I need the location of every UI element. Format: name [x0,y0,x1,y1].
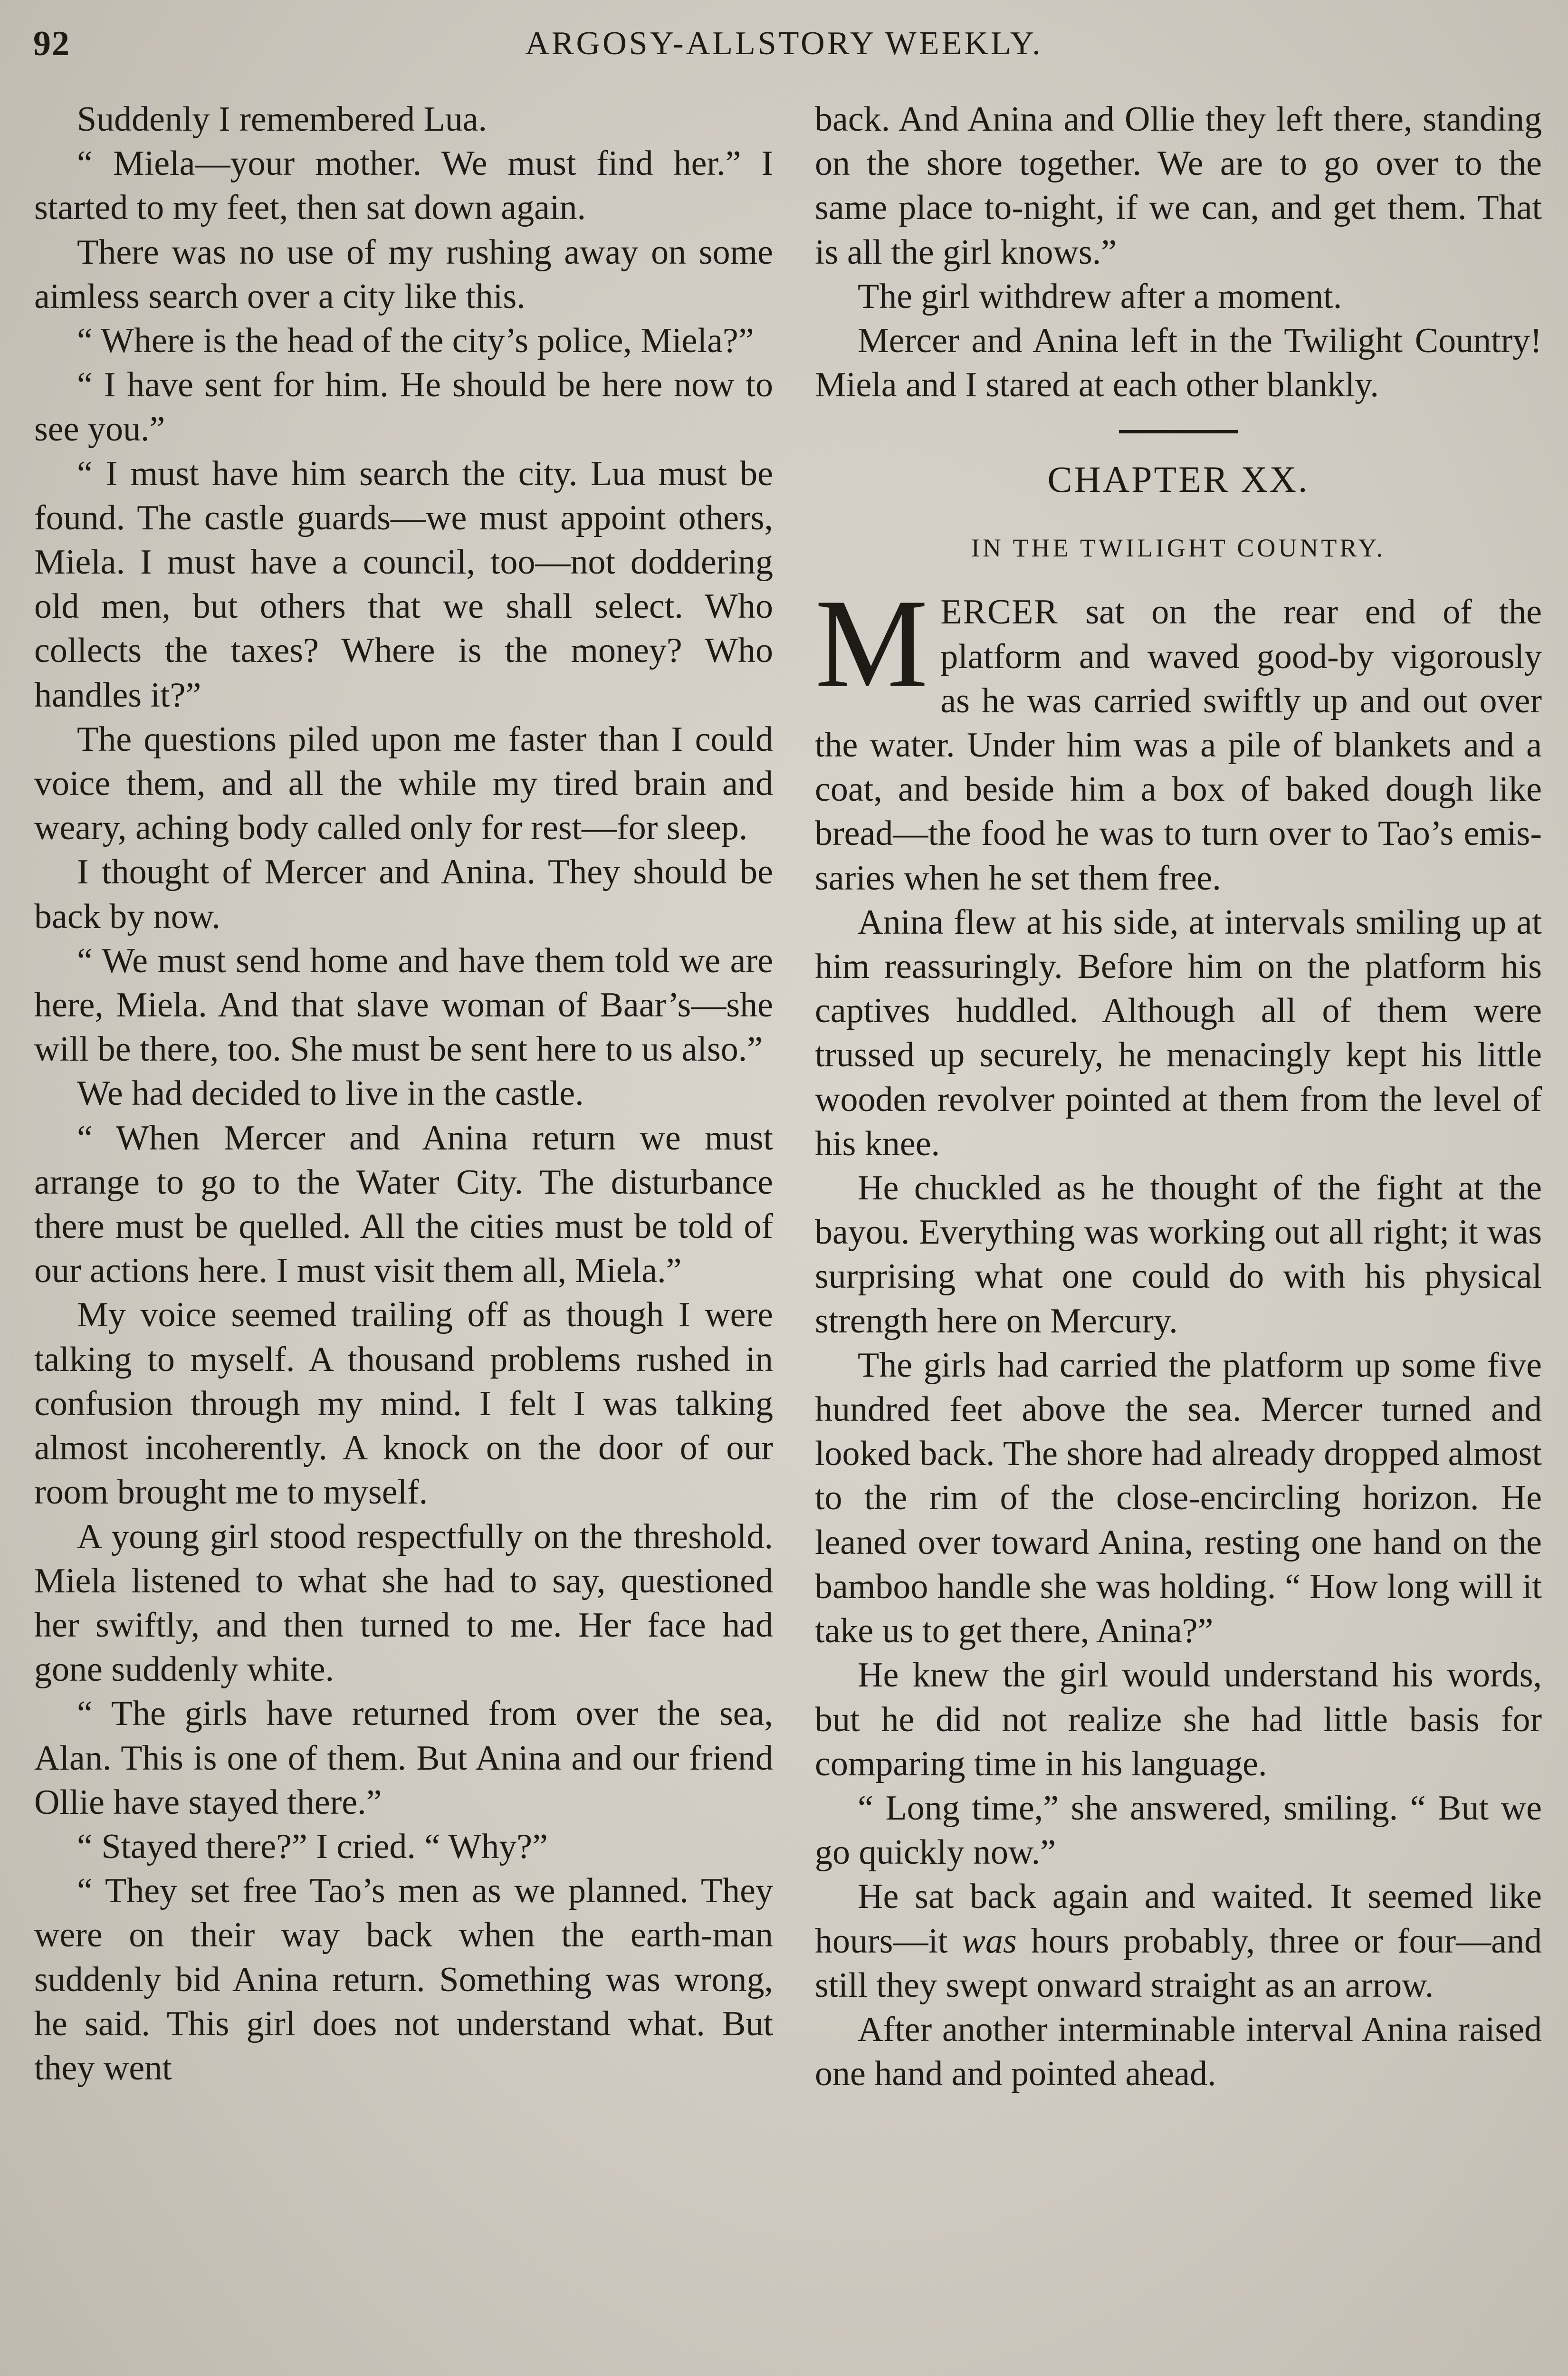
paragraph: “ Long time,” she answered, smiling. “ But we go quickly now.” [815,1788,1542,1872]
paragraph: The girl withdrew after a moment. [858,277,1342,316]
chapter-opening-paragraph [815,573,1542,900]
paragraph: I thought of Mercer and Anina. They should be back by now. [34,853,773,936]
chapter-divider [1119,430,1238,433]
text-run: He sat back again and waited. It seemed like hours—it [815,1877,1542,1961]
paragraph: “ Miela—your mother. We must find her.” I started to my feet, then sat down again. [34,144,773,228]
paragraph: He knew the girl would understand his words, but he did not realize she had little basis for comparing time in his language. [815,1656,1542,1783]
paragraph: Anina flew at his side, at intervals smiling up at him reassuringly. Before him on the platform his captives huddled. Although all of them were trussed up securely, he menacingly kept his little wooden revolver pointed at them from the level of his knee. [815,902,1542,1163]
paragraph: “ When Mercer and Anina return we must arrange to go to the Water City. The disturbance there must be quelled. All the cities must be told of our actions here. I must visit them all, Miela.” [34,1118,773,1291]
left-column [34,97,773,2376]
paragraph: A young girl stood respectfully on the threshold. Miela listened to what she had to say, questioned her swiftly, and then turned to me. Her face had gone suddenly white. [34,1517,773,1689]
paragraph: “ They set free Tao’s men as we planned. They were on their way back when the earth-man suddenly bid Anina return. Something was wrong, he said. This girl does not understand what. But they went [34,1871,773,2088]
italic-text: was [962,1921,1017,1961]
opening-text: sat on the rear end of the platform and waved good-by vigorously as he was carried swiftly up and out over the water. Under him was a pile of blankets and a coat, and beside him a box of baked dough like bread—the food he was to turn over to Tao’s emissaries when he set them free. [815,593,1542,898]
paragraph: “ Where is the head of the city’s police, Miela?” [77,321,754,361]
paragraph: He chuckled as he thought of the fight at the bayou. Everything was working out all right; it was surprising what one could do with his physical strength here on Mercury. [815,1169,1542,1341]
paragraph: The questions piled upon me faster than I could voice them, and all the while my tired brain and weary, aching body called only for rest—for sleep. [34,719,773,848]
page-number: 92 [33,24,70,63]
opening-small-caps: ERCER [940,593,1059,632]
paragraph: “ We must send home and have them told we are here, Miela. And that slave woman of Baar’s—she will be there, too. She must be sent here to us also.” [34,941,773,1069]
paragraph: We had decided to live in the castle. [77,1074,584,1113]
paragraph: “ I must have him search the city. Lua must be found. The castle guards—we must appoint others, Miela. I must have a council, too—not doddering old men, but others that we shall select. Who collects the taxes? Where is the money? Who handles it?” [34,454,773,715]
paragraph: Suddenly I remembered Lua. [77,100,488,139]
paragraph: The girls had carried the platform up some five hundred feet above the sea. Mercer turned and looked back. The shore had already dropped almost to the rim of the close-encircling horizon. He leaned over toward Anina, resting one hand on the bamboo handle she was holding. “ How long will it take us to get there, Anina?” [815,1345,1542,1651]
drop-cap: M [815,573,928,714]
paragraph: “ The girls have returned from over the sea, Alan. This is one of them. But Anina and our friend Ollie have stayed there.” [34,1694,773,1822]
chapter-title: CHAPTER XX. [1047,459,1310,500]
page-header [33,18,1535,80]
chapter-subtitle: IN THE TWILIGHT COUNTRY. [971,534,1386,563]
paragraph: There was no use of my rushing away on some aimless search over a city like this. [34,232,773,316]
paragraph: After another interminable interval Anina raised one hand and pointed ahead. [815,2010,1542,2094]
paragraph: “ Stayed there?” I cried. “ Why?” [77,1827,548,1866]
paragraph: Mercer and Anina left in the Twilight Country! Miela and I stared at each other blankly. [815,321,1542,405]
paragraph: back. And Anina and Ollie they left there, standing on the shore together. We are to go over to the same place to-night, if we can, and get them. That is all the girl knows.” [815,100,1542,272]
text-run: hours probably, three or four—and still they swept onward straight as an arrow. [815,1921,1542,2005]
right-column [815,97,1542,2376]
paragraph: My voice seemed trailing off as though I were talking to myself. A thousand problems rushed in confusion through my mind. I felt I was talking almost incoherently. A knock on the door of our room brought me to myself. [34,1295,773,1512]
paragraph: “ I have sent for him. He should be here now to see you.” [34,365,773,449]
running-head: ARGOSY-ALLSTORY WEEKLY. [525,25,1043,62]
paragraph [815,1875,1542,2008]
